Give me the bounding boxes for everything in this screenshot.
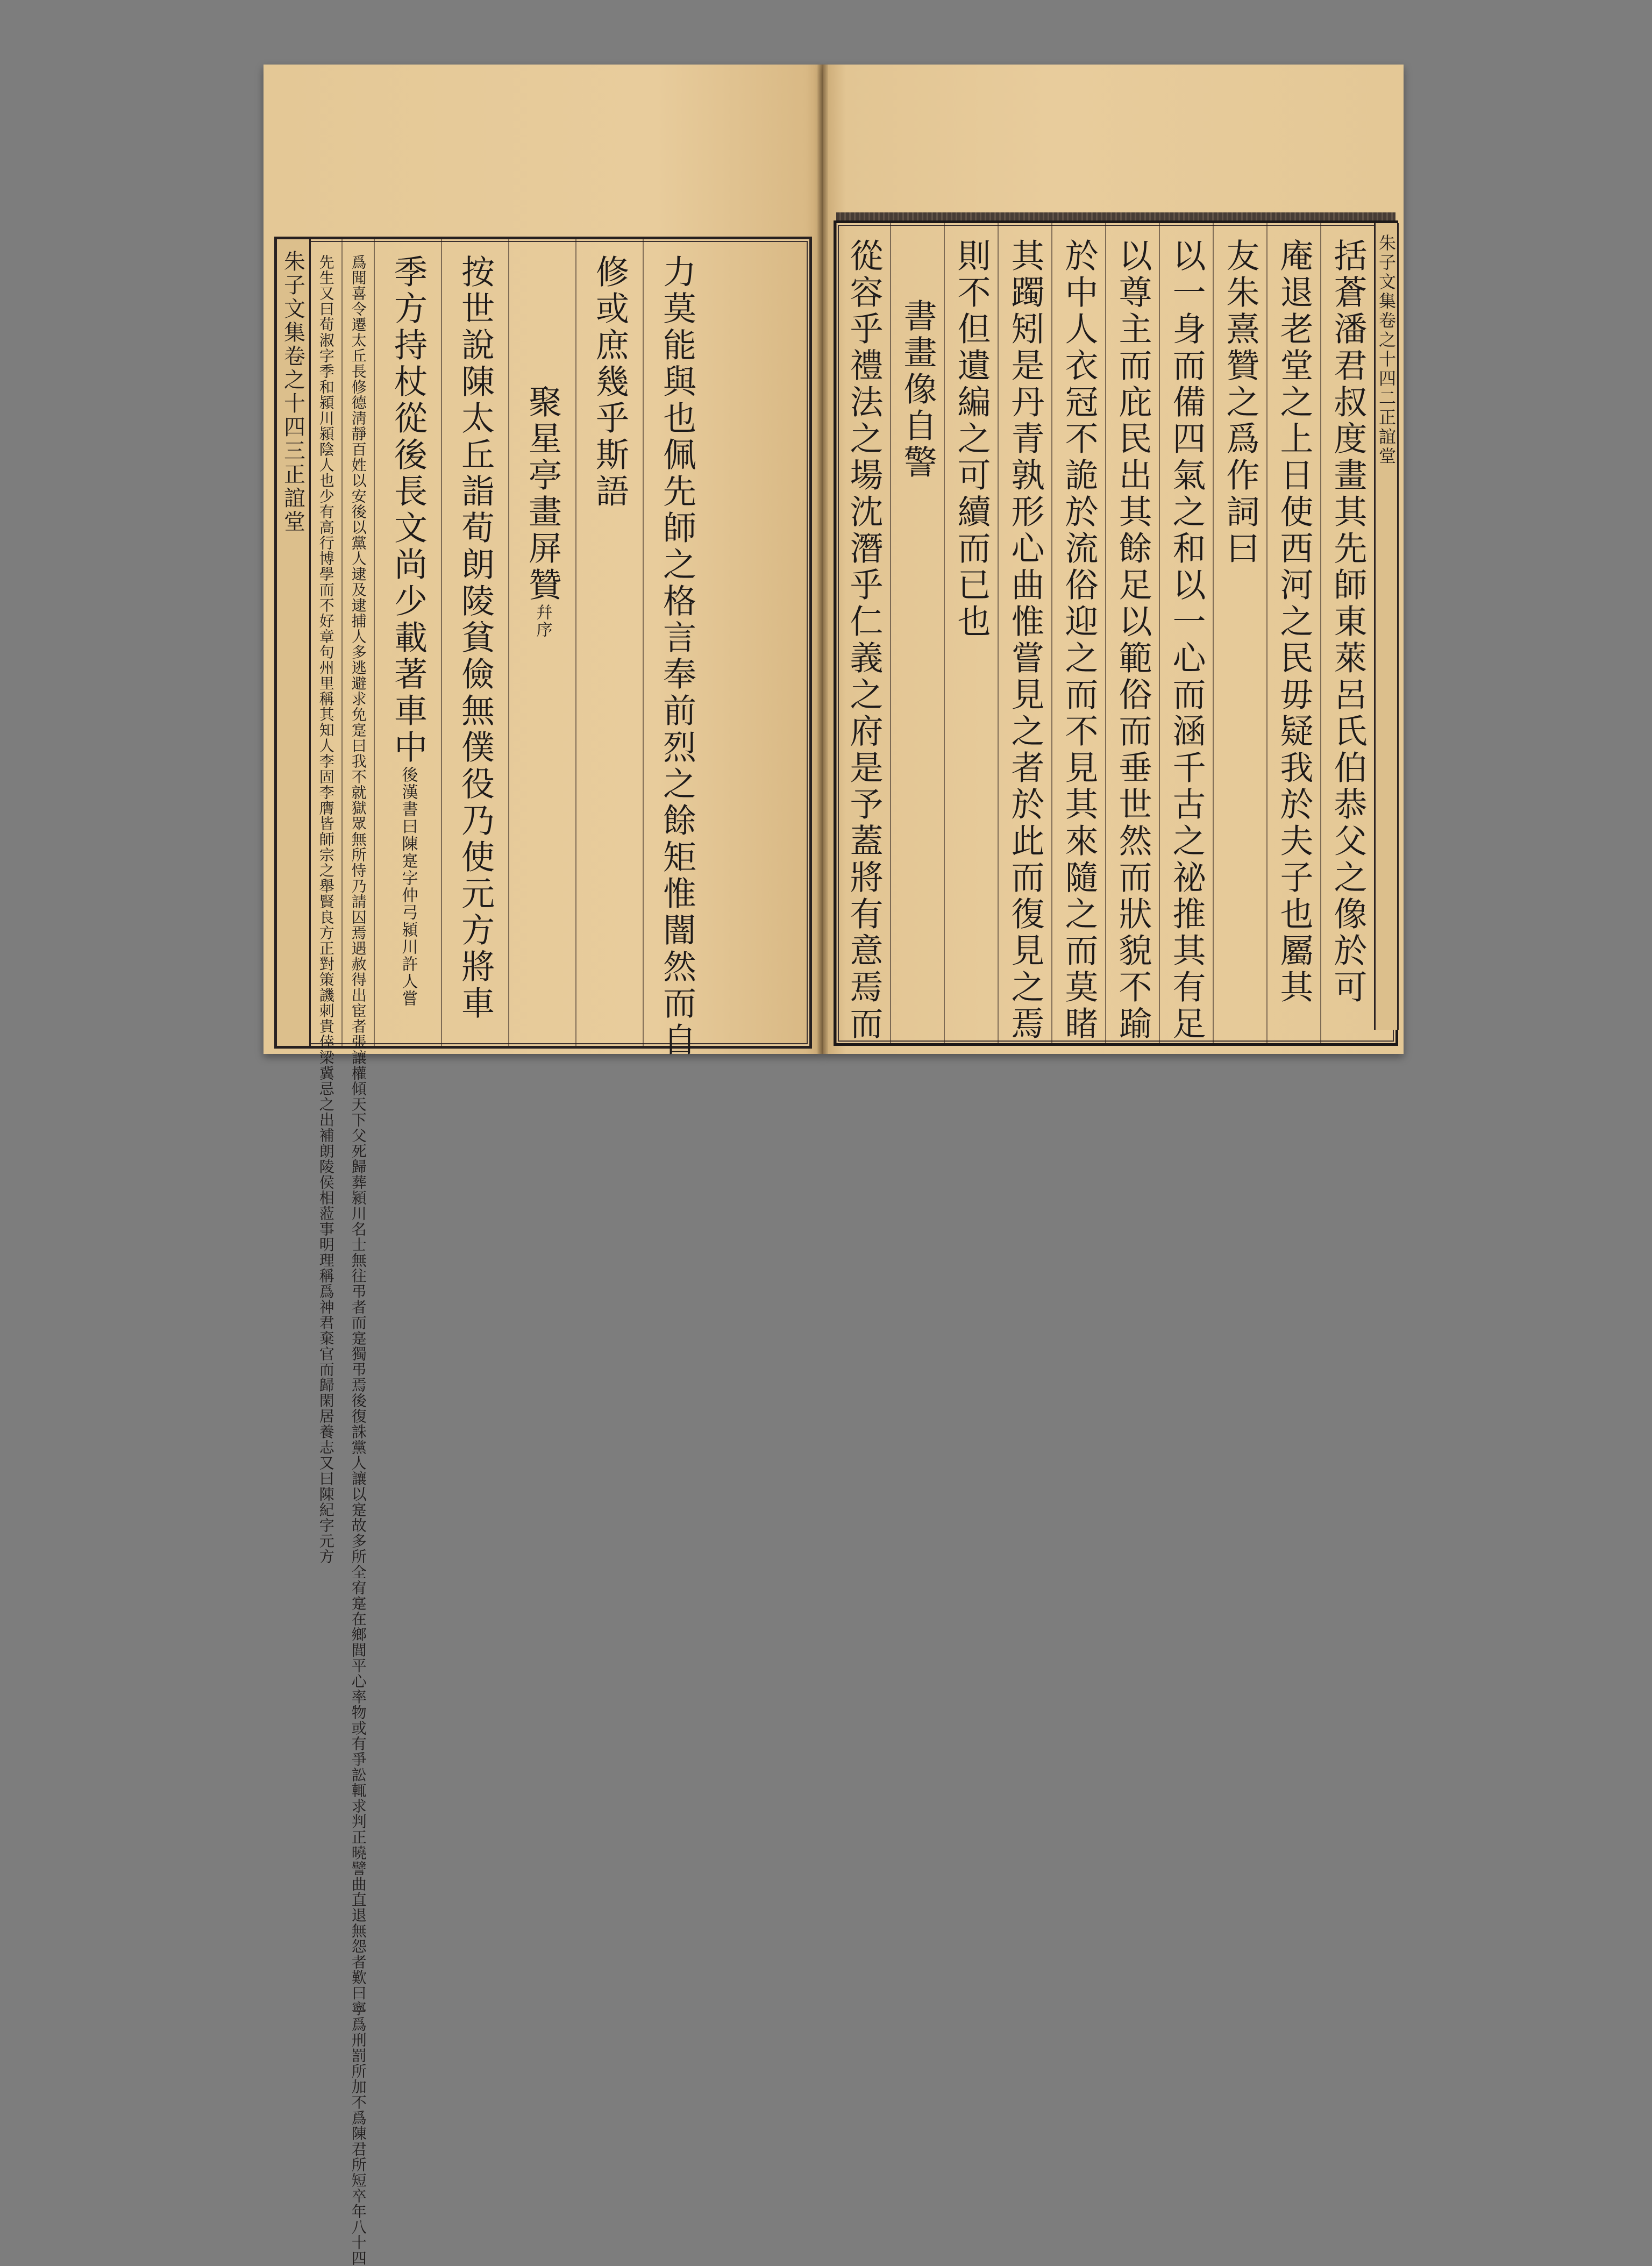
right-gutter-text — [1374, 223, 1399, 1030]
left-column-text — [523, 239, 562, 1046]
right-column-7 — [998, 223, 1051, 1043]
left-column-2 — [575, 239, 643, 1046]
left-column-4 — [441, 239, 508, 1046]
right-column-text: 括蒼潘君叔度畫其先師東萊呂氏伯恭父之像於可 — [1328, 238, 1368, 1006]
left-column-text: 先生又曰荀淑字季和潁川潁陰人也少有高行博學而不好章句州里稱其知人李固李膺皆師宗之舉賢良方正對策譏刺貴倖梁冀忌之出補朗陵侯相蒞事明理稱爲神君棄官而歸閑居養志又曰陳紀字元方 — [317, 254, 335, 1564]
right-column-9 — [890, 223, 944, 1043]
right-column-3 — [1213, 223, 1266, 1043]
right-column-text: 以一身而備四氣之和以一心而涵千古之祕推其有足 — [1167, 238, 1206, 1043]
right-text-frame — [834, 220, 1398, 1046]
left-column-main: 季方持杖從後長文尚少載著車中 — [388, 254, 428, 766]
right-column-8 — [944, 223, 998, 1043]
right-column-text: 於中人衣冠不詭於流俗迎之而不見其來隨之而莫睹 — [1059, 238, 1099, 1043]
open-book — [264, 65, 1404, 2266]
left-column-text: 爲聞喜令遷太丘長修德淸靜百姓以安後以黨人逮及逮捕人多逃避求免寔曰我不就獄眾無所恃乃請囚焉遇赦得出宦者張讓權傾天下父死歸葬潁川名士無往弔者而寔獨弔焉後復誅黨人讓以寔故多所全宥寔在鄉閭平心率物或有爭訟輒求判正曉譬曲直退無怨者歎曰寧爲刑罰所加不爲陳君所短卒年八十四 — [349, 254, 367, 2266]
book-fold — [817, 65, 828, 1054]
left-column-text: 力莫能與也佩先師之格言奉前烈之餘矩惟闇然而自 — [657, 254, 697, 1059]
right-side-title: 朱子文集 — [1376, 234, 1397, 311]
left-side-gutter — [275, 239, 311, 1046]
left-column-3 — [508, 239, 575, 1046]
right-column-6 — [1051, 223, 1105, 1043]
right-column-text: 庵退老堂之上日使西河之民毋疑我於夫子也屬其 — [1274, 238, 1314, 1006]
right-heading: 書畫像自警 — [898, 298, 937, 481]
left-column-6 — [341, 239, 374, 2266]
right-column-5 — [1105, 223, 1159, 1043]
left-gutter-text — [278, 239, 309, 1046]
left-side-title: 朱子文集 — [280, 250, 305, 345]
left-side-folio: 三 — [280, 439, 305, 463]
right-column-1 — [1320, 223, 1374, 1043]
right-column-4 — [1159, 223, 1213, 1043]
left-column-note: 後漢書曰陳寔字仲弓潁川許人嘗 — [398, 766, 418, 1007]
left-side-publisher: 正誼堂 — [280, 463, 305, 534]
left-column-1 — [643, 239, 710, 1059]
right-column-2 — [1266, 223, 1320, 1043]
left-heading-note: 幷序 — [533, 604, 552, 638]
right-column-text: 從容乎禮法之場沈潛乎仁義之府是予蓋將有意焉而 — [844, 238, 884, 1043]
left-columns — [277, 239, 809, 2266]
right-columns — [836, 223, 1395, 1043]
left-column-text: 按世說陳太丘詣荀朗陵貧儉無僕役乃使元方將車 — [455, 254, 495, 1022]
right-column-text: 友朱熹贊之爲作詞曰 — [1221, 238, 1260, 567]
right-side-volume: 卷之十四 — [1376, 311, 1397, 389]
right-side-folio: 二 — [1376, 389, 1397, 408]
right-column-text: 則不但遺編之可續而已也 — [952, 238, 991, 640]
right-column-text: 以尊主而庇民出其餘足以範俗而垂世然而狀貌不踰 — [1113, 238, 1152, 1043]
left-side-volume: 卷之十四 — [280, 345, 305, 439]
right-column-text: 其躅矧是丹青孰形心曲惟嘗見之者於此而復見之焉 — [1006, 238, 1045, 1043]
left-column-7 — [309, 239, 341, 1564]
left-column-5 — [374, 239, 441, 1046]
right-side-gutter — [1374, 223, 1399, 1030]
left-heading: 聚星亭畫屏贊 — [523, 384, 562, 604]
left-column-text — [388, 239, 428, 1034]
left-column-text: 修或庶幾乎斯語 — [590, 254, 630, 510]
right-side-publisher: 正誼堂 — [1376, 408, 1397, 466]
right-column-10 — [836, 223, 890, 1043]
left-text-frame — [274, 237, 812, 2266]
